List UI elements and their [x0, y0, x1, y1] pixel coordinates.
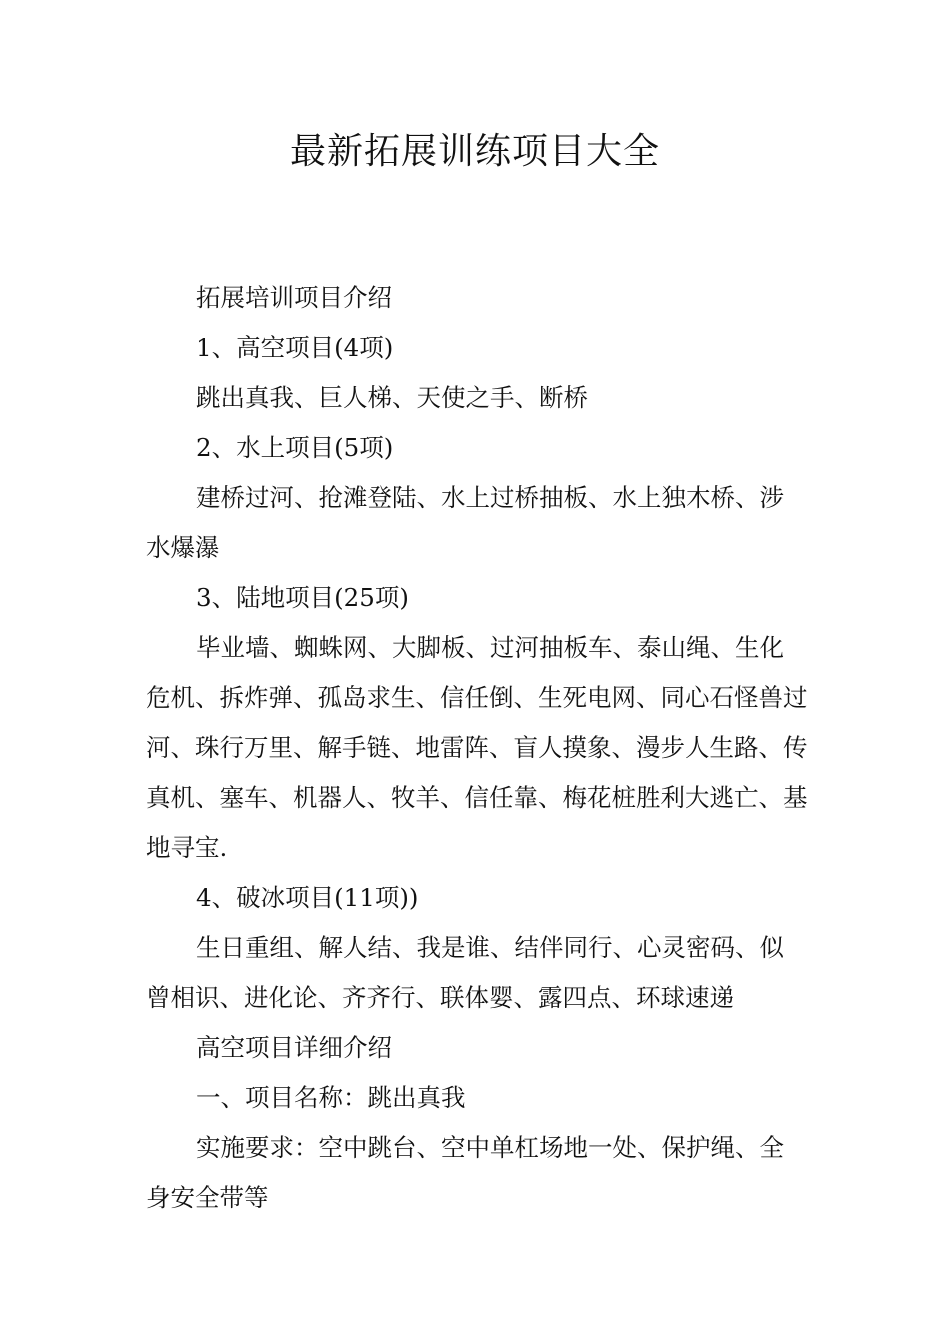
document-title: 最新拓展训练项目大全 [289, 131, 660, 172]
paragraph-project-name: 一、项目名称：跳出真我 [196, 1083, 466, 1112]
document-body [146, 273, 808, 1223]
paragraph-section-1-heading: 1、高空项目(4项) [196, 333, 394, 362]
paragraph-section-2-items: 建桥过河、抢滩登陆、水上过桥抽板、水上独木桥、涉水爆瀑 [146, 483, 784, 562]
paragraph-section-1-items: 跳出真我、巨人梯、天使之手、断桥 [196, 383, 588, 412]
paragraph-detail-heading: 高空项目详细介绍 [196, 1033, 392, 1062]
paragraph-section-4-heading: 4、破冰项目(11项)) [196, 883, 419, 912]
paragraph-requirements: 实施要求：空中跳台、空中单杠场地一处、保护绳、全身安全带等 [146, 1133, 784, 1212]
paragraph-intro-heading: 拓展培训项目介绍 [196, 283, 392, 312]
paragraph-section-3-items: 毕业墙、蜘蛛网、大脚板、过河抽板车、泰山绳、生化危机、拆炸弹、孤岛求生、信任倒、生死电网、同心石怪兽过河、珠行万里、解手链、地雷阵、盲人摸象、漫步人生路、传真机、塞车、机器人、牧羊、信任靠、梅花桩胜利大逃亡、基地寻宝. [146, 633, 808, 862]
paragraph-section-2-heading: 2、水上项目(5项) [196, 433, 394, 462]
paragraph-section-4-items: 生日重组、解人结、我是谁、结伴同行、心灵密码、似曾相识、进化论、齐齐行、联体婴、露四点、环球速递 [146, 933, 784, 1012]
paragraph-section-3-heading: 3、陆地项目(25项) [196, 583, 409, 612]
